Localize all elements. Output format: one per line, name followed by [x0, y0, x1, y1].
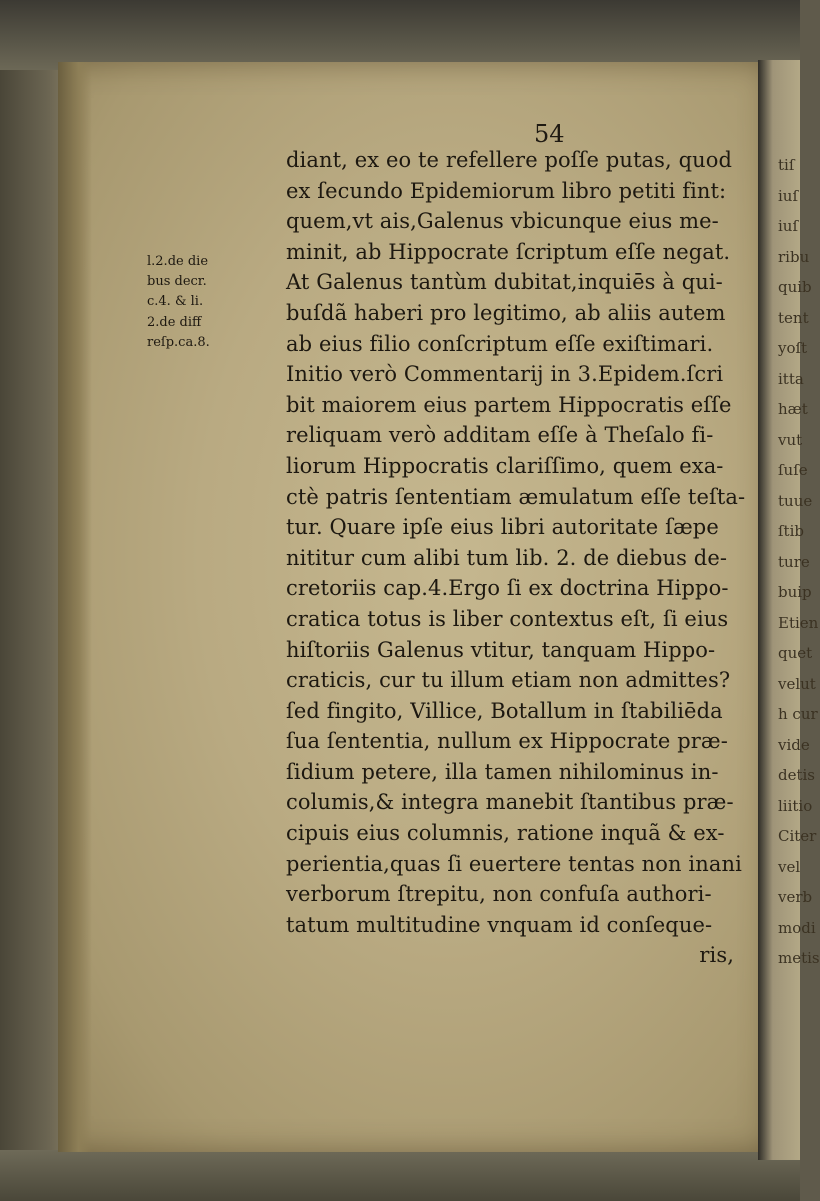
adjacent-page-fragment: ribu — [778, 247, 810, 266]
text-line: buſdã haberi pro legitimo, ab aliis autem — [286, 300, 726, 325]
text-line: At Galenus tantùm dubitat,inquiēs à qui- — [286, 270, 723, 295]
adjacent-page-fragment: h cur — [778, 705, 818, 723]
adjacent-page-fragment: tiſ — [778, 156, 795, 174]
adjacent-page-fragment: buip — [778, 583, 812, 601]
text-line: tur. Quare ipſe eius libri autoritate ſæpe — [286, 515, 719, 540]
adjacent-page-fragment: ſtib — [778, 522, 804, 540]
adjacent-page-fragment: verb — [778, 888, 813, 906]
adjacent-page-fragment: metis — [778, 949, 820, 967]
margin-note: 2.de diff — [147, 314, 202, 330]
text-line: cratica totus is liber contextus eſt, ſi eius — [286, 606, 729, 631]
text-line: tatum multitudine vnquam id conſeque- — [286, 912, 713, 937]
scan-background-bottom — [0, 1150, 800, 1201]
text-line: diant, ex eo te refellere poſſe putas, quod — [286, 148, 733, 172]
scan-background-top — [0, 0, 800, 70]
adjacent-page-fragment: liitio — [778, 796, 813, 815]
text-line: cipuis eius columnis, ratione inquã & ex- — [286, 821, 725, 846]
adjacent-page-fragment: modi — [778, 918, 816, 937]
margin-note: c.4. & li. — [147, 294, 204, 310]
text-line: nititur cum alibi tum lib. 2. de diebus de- — [286, 545, 728, 570]
text-line: ſua ſententia, nullum ex Hippocrate præ- — [286, 729, 728, 754]
text-line: quem,vt ais,Galenus vbicunque eius me- — [286, 209, 719, 234]
text-line: columis,& integra manebit ſtantibus præ- — [286, 790, 734, 815]
text-line: ſidium petere, illa tamen nihilominus in- — [286, 759, 719, 784]
adjacent-page-fragment: iuſ — [778, 186, 799, 205]
text-line: liorum Hippocratis clariſſimo, quem exa- — [286, 453, 724, 478]
text-line: verborum ſtrepitu, non confuſa authori- — [286, 882, 712, 907]
adjacent-page-fragment: itta — [778, 369, 804, 388]
page-gutter — [58, 62, 92, 1152]
adjacent-page-fragment: vel — [778, 857, 801, 876]
text-line: ex ſecundo Epidemiorum libro petiti fint: — [286, 178, 727, 203]
adjacent-page-fragment: tent — [778, 308, 809, 327]
adjacent-page-fragment: Etien — [778, 613, 819, 632]
adjacent-page-fragment: iuſ — [778, 217, 799, 235]
adjacent-page-fragment: ſuſe — [778, 461, 808, 479]
margin-note: l.2.de die — [147, 254, 209, 269]
adjacent-page-fragment: quet — [778, 644, 813, 662]
adjacent-page-fragment: yoſt — [778, 339, 808, 357]
adjacent-page-fragment: vide — [778, 735, 810, 754]
text-line: Initio verò Commentarij in 3.Epidem.ſcri — [286, 362, 724, 387]
adjacent-page-fragment: Citer — [778, 827, 817, 845]
adjacent-page-text — [778, 150, 820, 974]
adjacent-page-fragment: quib — [778, 278, 812, 296]
adjacent-page-fragment: tuue — [778, 491, 813, 510]
text-line: ctè patris ſententiam æmulatum eſſe teſta- — [286, 484, 746, 509]
text-line: ſed fingito, Villice, Botallum in ſtabiliēda — [286, 698, 723, 723]
text-line: hiſtoriis Galenus vtitur, tanquam Hippo- — [286, 637, 716, 662]
text-line: ab eius filio conſcriptum eſſe exiſtimari. — [286, 331, 714, 356]
main-text-block — [286, 145, 746, 971]
text-line: ris, — [699, 943, 734, 968]
text-line: craticis, cur tu illum etiam non admittes? — [286, 668, 731, 693]
text-line: minit, ab Hippocrate ſcriptum eſſe negat. — [286, 239, 731, 264]
adjacent-page-fragment: ture — [778, 552, 810, 571]
text-line: bit maiorem eius partem Hippocratis eſſe — [286, 392, 732, 417]
adjacent-page-fragment: hæt — [778, 400, 808, 418]
adjacent-page-fragment: velut — [778, 674, 816, 693]
text-line: perientia,quas ſi euertere tentas non inani — [286, 851, 742, 876]
text-line: reliquam verò additam eſſe à Theſalo fi- — [286, 423, 714, 448]
margin-note: bus decr. — [147, 274, 207, 290]
page-number: 54 — [534, 120, 565, 148]
text-line: cretoriis cap.4.Ergo ſi ex doctrina Hippo- — [286, 576, 729, 601]
margin-note: reſp.ca.8. — [147, 334, 210, 350]
margin-notes — [147, 252, 287, 353]
adjacent-page-fragment: detis — [778, 766, 816, 784]
adjacent-page-fragment: vut — [778, 430, 803, 449]
